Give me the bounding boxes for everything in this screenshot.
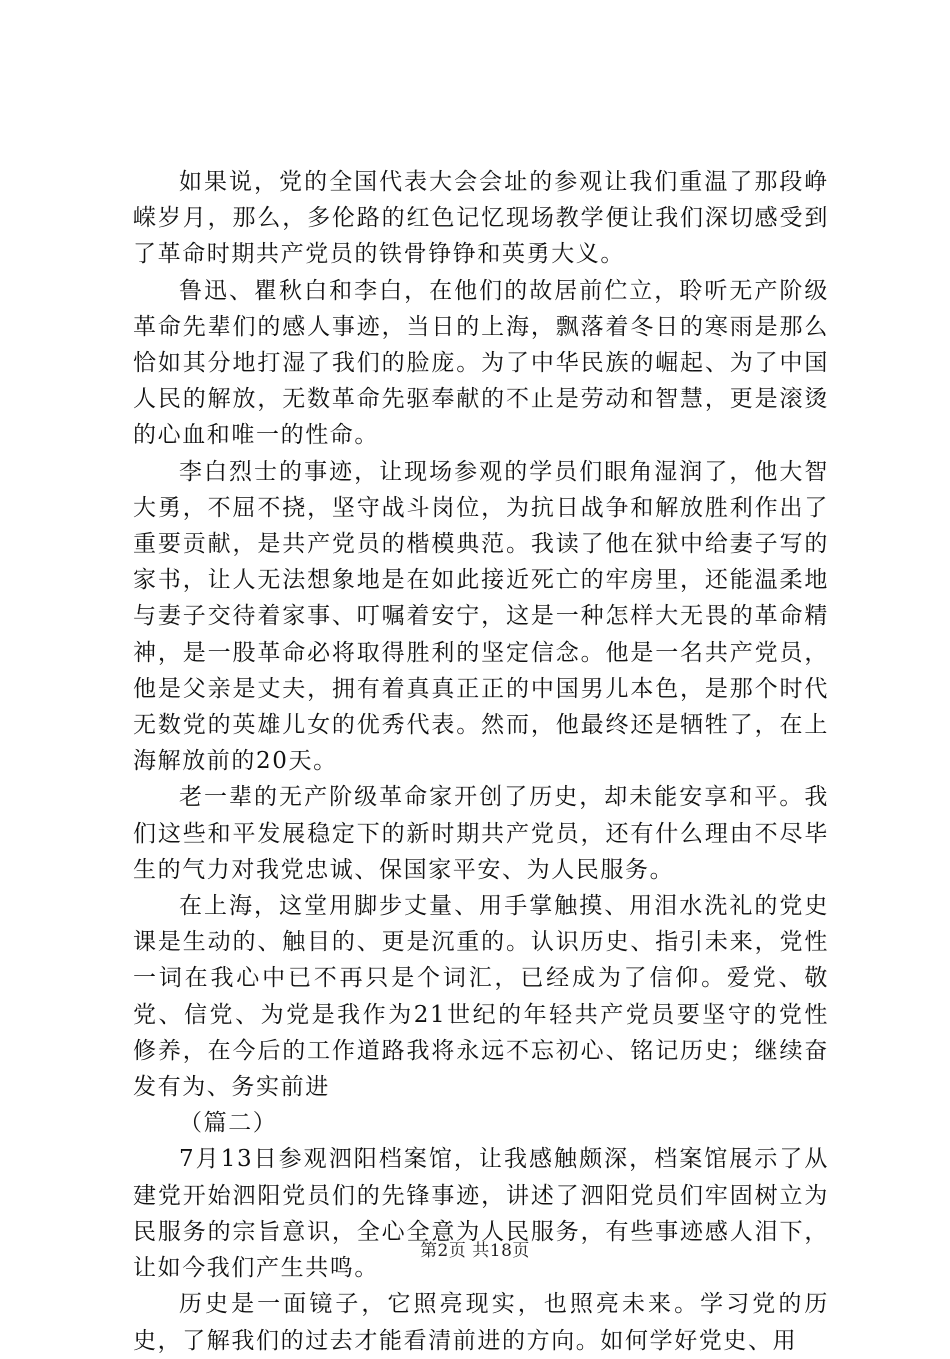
paragraph-3: 李白烈士的事迹，让现场参观的学员们眼角湿润了，他大智大勇，不屈不挠，坚守战斗岗位，为抗日战争和解放胜利作出了重要贡献，是共产党员的楷模典范。我读了他在狱中给妻子写的家书，让人无法想象地是在如此接近死亡的牢房里，还能温柔地与妻子交待着家事、叮嘱着安宁，这是一种怎样大无畏的革命精神，是一股革命必将取得胜利的坚定信念。他是一名共产党员，他是父亲是丈夫，拥有着真真正正的中国男儿本色，是那个时代无数党的英雄儿女的优秀代表。然而，他最终还是牺牲了，在上海解放前的20天。 <box>133 458 829 775</box>
section-heading: （篇二） <box>179 1110 278 1137</box>
paragraph-4: 老一辈的无产阶级革命家开创了历史，却未能安享和平。我们这些和平发展稳定下的新时期共产党员，还有什么理由不尽毕生的气力对我党忠诚、保国家平安、为人民服务。 <box>133 784 829 883</box>
paragraph-7: 历史是一面镜子，它照亮现实，也照亮未来。学习党的历史，了解我们的过去才能看清前进的方向。如何学好党史、用 <box>133 1291 829 1354</box>
paragraph-2: 鲁迅、瞿秋白和李白，在他们的故居前伫立，聆听无产阶级革命先辈们的感人事迹，当日的上海，飘落着冬日的寒雨是那么恰如其分地打湿了我们的脸庞。为了中华民族的崛起、为了中国人民的解放，无数革命先驱奉献的不止是劳动和智慧，更是滚烫的心血和唯一的性命。 <box>133 277 829 449</box>
paragraph-1: 如果说，党的全国代表大会会址的参观让我们重温了那段峥嵘岁月，那么，多伦路的红色记忆现场教学便让我们深切感受到了革命时期共产党员的铁骨铮铮和英勇大义。 <box>133 169 829 268</box>
page-number-footer: 第2页 共18页 <box>420 1241 530 1261</box>
paragraph-5: 在上海，这堂用脚步丈量、用手掌触摸、用泪水洗礼的党史课是生动的、触目的、更是沉重的。认识历史、指引未来，党性一词在我心中已不再只是个词汇，已经成为了信仰。爱党、敬党、信党、为党是我作为21世纪的年轻共产党员要坚守的党性修养，在今后的工作道路我将永远不忘初心、铭记历史；继续奋发有为、务实前进 <box>133 893 829 1101</box>
document-body <box>133 164 829 1359</box>
paragraph-6: 7月13日参观泗阳档案馆，让我感触颇深，档案馆展示了从建党开始泗阳党员们的先锋事迹，讲述了泗阳党员们牢固树立为民服务的宗旨意识，全心全意为人民服务，有些事迹感人泪下，让如今我们产生共鸣。 <box>133 1146 829 1282</box>
